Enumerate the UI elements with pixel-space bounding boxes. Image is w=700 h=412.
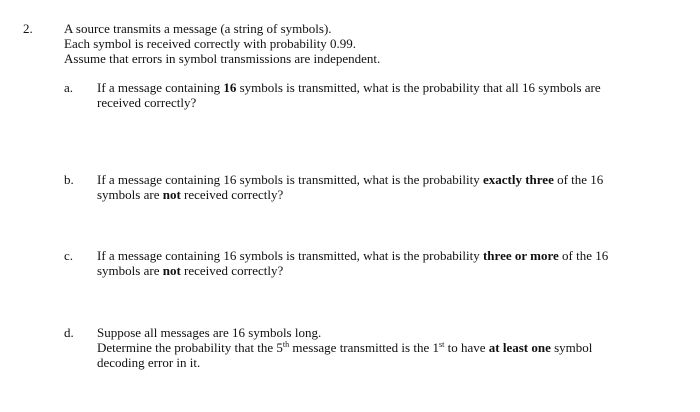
question-intro bbox=[64, 21, 664, 66]
part-b-line-1: If a message containing 16 symbols is transmitted, what is the probability exactly three of the 16 bbox=[97, 172, 604, 187]
intro-line-3: Assume that errors in symbol transmissions are independent. bbox=[64, 51, 381, 66]
part-c-emphasis-1: three or more bbox=[482, 248, 559, 263]
intro-line-1: A source transmits a message (a string of symbols). bbox=[64, 21, 332, 36]
part-b-emphasis-1: exactly three bbox=[482, 172, 554, 187]
part-d-line-1: Suppose all messages are 16 symbols long. bbox=[97, 325, 322, 340]
part-d-text bbox=[97, 325, 637, 370]
part-c-line-2: symbols are not received correctly? bbox=[97, 263, 284, 278]
intro-line-2: Each symbol is received correctly with probability 0.99. bbox=[64, 36, 357, 51]
part-c-letter: c. bbox=[64, 248, 74, 263]
part-c-emphasis-2: not bbox=[162, 263, 181, 278]
part-a-line-1: If a message containing 16 symbols is transmitted, what is the probability that all 16 symbols are bbox=[97, 80, 601, 95]
part-c-text bbox=[97, 248, 637, 278]
part-a-letter: a. bbox=[64, 80, 74, 95]
part-d-line-2: Determine the probability that the 5th message transmitted is the 1st to have at least one symbol bbox=[97, 340, 593, 355]
part-b-line-2: symbols are not received correctly? bbox=[97, 187, 284, 202]
part-d-line-3: decoding error in it. bbox=[97, 355, 201, 370]
part-a-line-2: received correctly? bbox=[97, 95, 197, 110]
superscript-st: st bbox=[439, 340, 445, 349]
part-d-letter: d. bbox=[64, 325, 74, 340]
part-d-emphasis: at least one bbox=[488, 340, 551, 355]
part-b-emphasis-2: not bbox=[162, 187, 181, 202]
question-number: 2. bbox=[23, 21, 33, 36]
part-b-letter: b. bbox=[64, 172, 74, 187]
part-a-emphasis: 16 bbox=[223, 80, 237, 95]
part-c-line-1: If a message containing 16 symbols is transmitted, what is the probability three or more of the 16 bbox=[97, 248, 609, 263]
part-b-text bbox=[97, 172, 637, 202]
superscript-th: th bbox=[282, 340, 290, 349]
part-a-text bbox=[97, 80, 637, 110]
